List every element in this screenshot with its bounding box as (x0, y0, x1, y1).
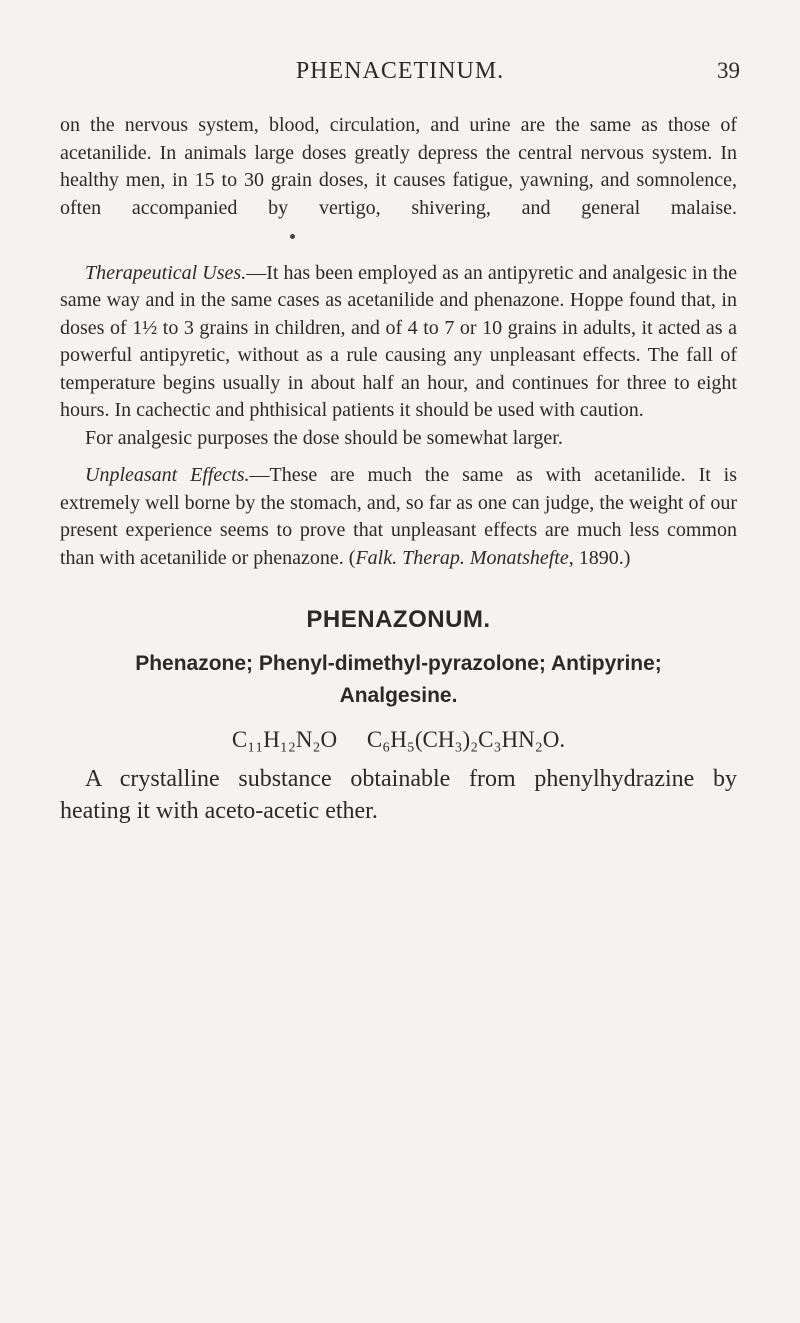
paragraph-analgesic: For analgesic purposes the dose should be somewhat larger. (85, 426, 563, 449)
paragraph-unpleasant-effects (60, 462, 737, 572)
therapeutic-uses-text: —It has been employed as an antipyretic and analgesic in the same way and in the same cases as acetanilide and phenazone. Hoppe found that, in doses of 1½ to 3 grains in children, and of 4 to 7 or 10 grains in adults, it acted as a powerful antipyretic, without as a rule causing any unpleasant effects. The fall of temperature begins usually in about half an hour, and continues for three to eight hours. In cachectic and phthisical patients it should be used with caution. (60, 261, 738, 421)
ink-speck (290, 234, 295, 239)
page-number: 39 (717, 58, 740, 83)
paragraph-effects-text: on the nervous system, blood, circulation, and urine are the same as those of acetanilide. In animals large doses greatly depress the central nervous system. In healthy men, in 15 to 30 grain doses, it causes fatigue, yawning, and somnolence, often accompanied by vertigo, shivering, and general malaise. (60, 114, 737, 219)
empirical-formula: C₁₁H₁₂N₂O (231, 726, 338, 752)
section-heading: PHENAZONUM. (306, 606, 491, 633)
unpleasant-effects-text: —These are much the same as with acetanilide. It is extremely well borne by the stomach, and, so far as one can judge, the weight of our present experience seems to prove that unpleasant effects are much less common than with acetanilide or phenazone. ( (60, 464, 738, 569)
unpleasant-effects-label: Unpleasant Effects. (85, 464, 250, 486)
paragraph-therapeutic-uses (60, 260, 737, 425)
structural-formula: C₆H₅(CH₃)₂C₃HN₂O. (366, 726, 566, 752)
section-synonyms: Phenazone; Phenyl-dimethyl-pyrazolone; Antipyrine; Analgesine. (135, 651, 662, 707)
therapeutic-uses-label: Therapeutical Uses. (85, 261, 247, 284)
paragraph-effects (60, 112, 737, 250)
page-header (60, 58, 740, 88)
running-title: PHENACETINUM. (295, 58, 505, 84)
page-body (60, 112, 737, 827)
chemical-formula (60, 726, 737, 754)
citation-year: , 1890.) (568, 546, 631, 569)
citation-title: Falk. Therap. Monatshefte (355, 546, 569, 569)
paragraph-description: A crystalline substance obtainable from phenylhydrazine by heating it with aceto-acetic ether. (60, 766, 737, 824)
